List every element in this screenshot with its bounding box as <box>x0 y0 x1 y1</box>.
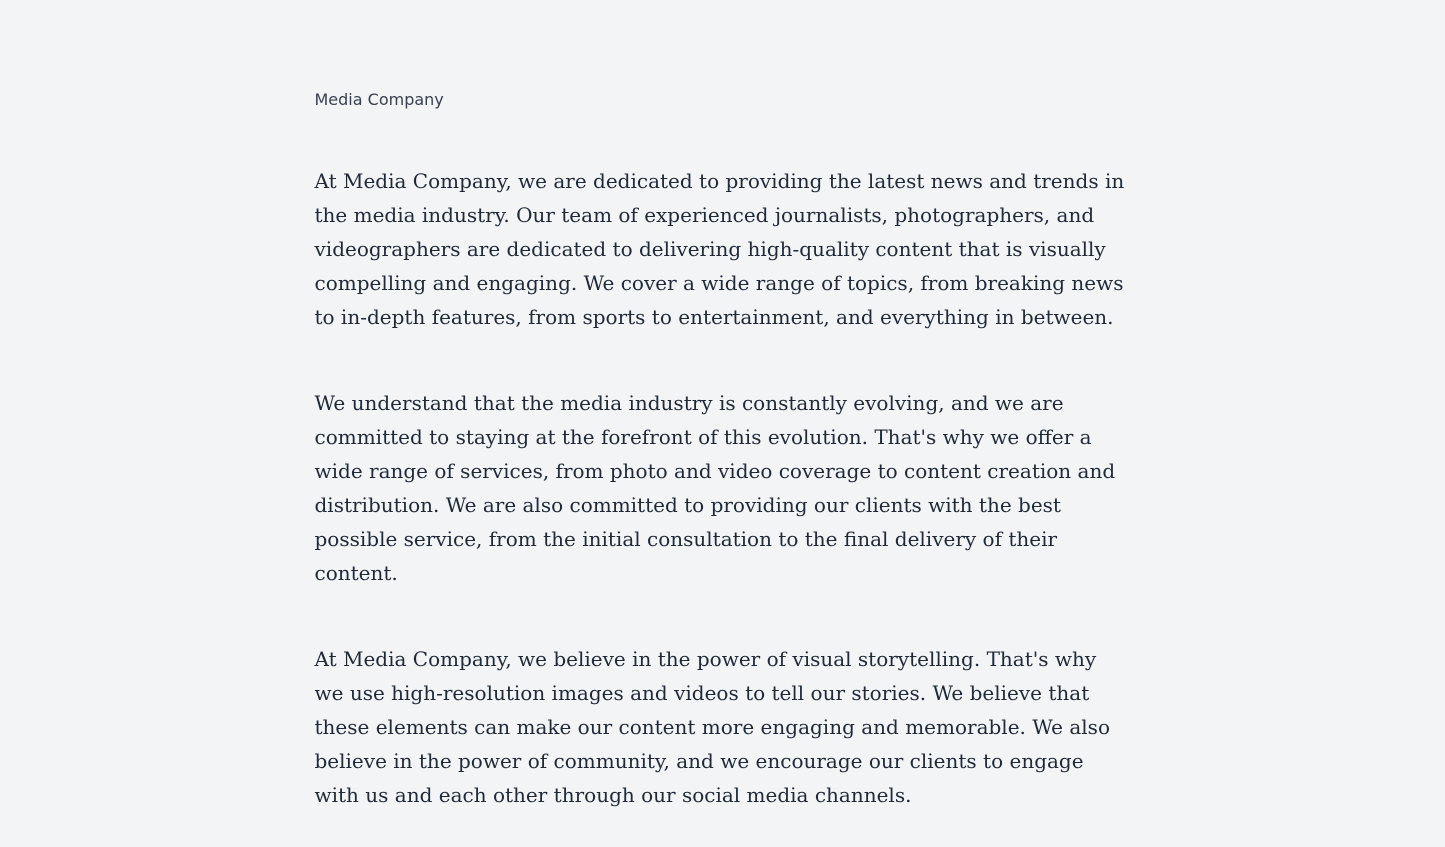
company-title: Media Company <box>314 90 444 109</box>
services-paragraph: We understand that the media industry is constantly evolving, and we are committed to staying at the forefront of this evolution. That's why we offer a wide range of services, from photo and video coverage to content creation and distribution. We are also committed to providing our clients with the best possible service, from the initial consultation to the final delivery of their content. <box>314 391 1116 585</box>
content-container <box>315 0 1131 847</box>
storytelling-paragraph: At Media Company, we believe in the power of visual storytelling. That's why we use high-resolution images and videos to tell our stories. We believe that these elements can make our content more engaging and memorable. We also believe in the power of community, and we encourage our clients to engage with us and each other through our social media channels. <box>314 647 1110 807</box>
about-paragraph-1: At Media Company, we are dedicated to providing the latest news and trends in the media industry. Our team of experienced journalists, photographers, and videographers are dedicated to delivering high-quality content that is visually compelling and engaging. We cover a wide range of topics, from breaking news to in-depth features, from sports to entertainment, and everything in between. <box>314 169 1125 329</box>
